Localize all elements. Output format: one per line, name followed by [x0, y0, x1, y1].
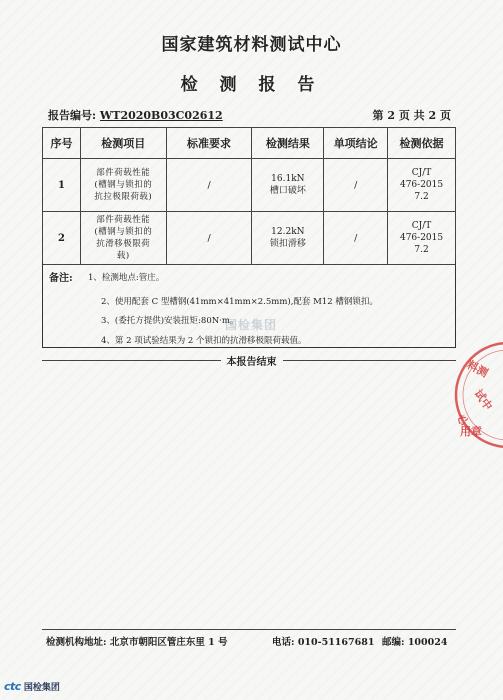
header-basis: 检测依据 — [388, 128, 456, 159]
seal-stamp-icon — [448, 335, 503, 455]
row-result-line: 槽口破坏 — [269, 186, 306, 196]
row-requirement: / — [166, 212, 252, 265]
brand-logo — [4, 680, 60, 693]
row-basis-line: 7.2 — [414, 192, 429, 202]
row-basis — [388, 212, 456, 265]
row-item-line: 抗拉极限荷载) — [94, 192, 153, 202]
row-item — [80, 159, 166, 212]
header-item: 检测项目 — [80, 128, 166, 159]
row-result-line: 12.2kN — [271, 227, 305, 237]
row-basis — [388, 159, 456, 212]
row-item-line: 部件荷载性能 — [96, 168, 151, 178]
note-item: 3、(委托方提供)安装扭矩:80N·m。 — [101, 316, 239, 326]
row-conclusion: / — [324, 212, 388, 265]
row-item — [80, 212, 166, 265]
notes-section — [42, 261, 456, 348]
report-number-value: WT2020B03C02612 — [99, 109, 223, 122]
logo-mark: ctc — [4, 680, 21, 693]
footer-postcode: 邮编: 100024 — [382, 637, 448, 648]
note-item: 4、第 2 项试验结果为 2 个锁扣的抗滑移极限荷载值。 — [101, 336, 307, 346]
doc-title: 检 测 报 告 — [180, 75, 323, 95]
org-title: 国家建筑材料测试中心 — [161, 35, 342, 55]
row-no: 1 — [43, 159, 81, 212]
table-row — [43, 159, 456, 212]
header-conclusion: 单项结论 — [324, 128, 388, 159]
table-row — [43, 212, 456, 265]
report-number-label: 报告编号: — [48, 109, 97, 122]
watermark: 国检集团 — [225, 318, 278, 332]
footer-address: 检测机构地址: 北京市朝阳区管庄东里 1 号 — [46, 637, 228, 648]
row-basis-line: CJ/T — [411, 221, 432, 231]
row-basis-line: 476-2015 — [399, 233, 444, 243]
row-item-line: 载) — [116, 251, 130, 261]
svg-text:心: 心 — [455, 413, 470, 427]
notes-label: 备注: — [49, 273, 73, 284]
svg-text:试中: 试中 — [471, 387, 495, 413]
row-result-line: 锁扣滑移 — [269, 239, 306, 249]
row-result — [252, 212, 324, 265]
table-header-row — [43, 128, 456, 159]
row-item-line: 部件荷载性能 — [96, 215, 151, 225]
header-no: 序号 — [43, 128, 81, 159]
row-requirement: / — [166, 159, 252, 212]
footer-phone: 电话: 010-51167681 — [272, 637, 375, 648]
row-no: 2 — [43, 212, 81, 265]
row-item-line: (槽钢与锁扣的 — [94, 227, 153, 237]
row-result — [252, 159, 324, 212]
note-item: 2、使用配套 C 型槽钢(41mm×41mm×2.5mm),配套 M12 槽钢锁扣。 — [101, 297, 378, 307]
row-basis-line: 476-2015 — [399, 180, 444, 190]
end-of-report-text: 本报告结束 — [221, 357, 283, 368]
row-basis-line: 7.2 — [414, 245, 429, 255]
note-item: 1、检测地点:管庄。 — [88, 273, 165, 283]
header-requirement: 标准要求 — [166, 128, 252, 159]
row-item-line: (槽钢与锁扣的 — [94, 180, 153, 190]
row-result-line: 16.1kN — [271, 174, 305, 184]
svg-text:料测: 料测 — [464, 358, 491, 380]
row-conclusion: / — [324, 159, 388, 212]
page-info: 第 2 页 共 2 页 — [372, 109, 451, 122]
report-number — [48, 107, 223, 123]
results-table — [42, 127, 456, 265]
footer-divider — [42, 629, 456, 630]
header-result: 检测结果 — [252, 128, 324, 159]
row-basis-line: CJ/T — [411, 168, 432, 178]
logo-name: 国检集团 — [23, 683, 60, 693]
end-of-report — [0, 353, 503, 368]
svg-text:用章: 用章 — [460, 425, 482, 438]
row-item-line: 抗滑移极限荷 — [96, 239, 151, 249]
